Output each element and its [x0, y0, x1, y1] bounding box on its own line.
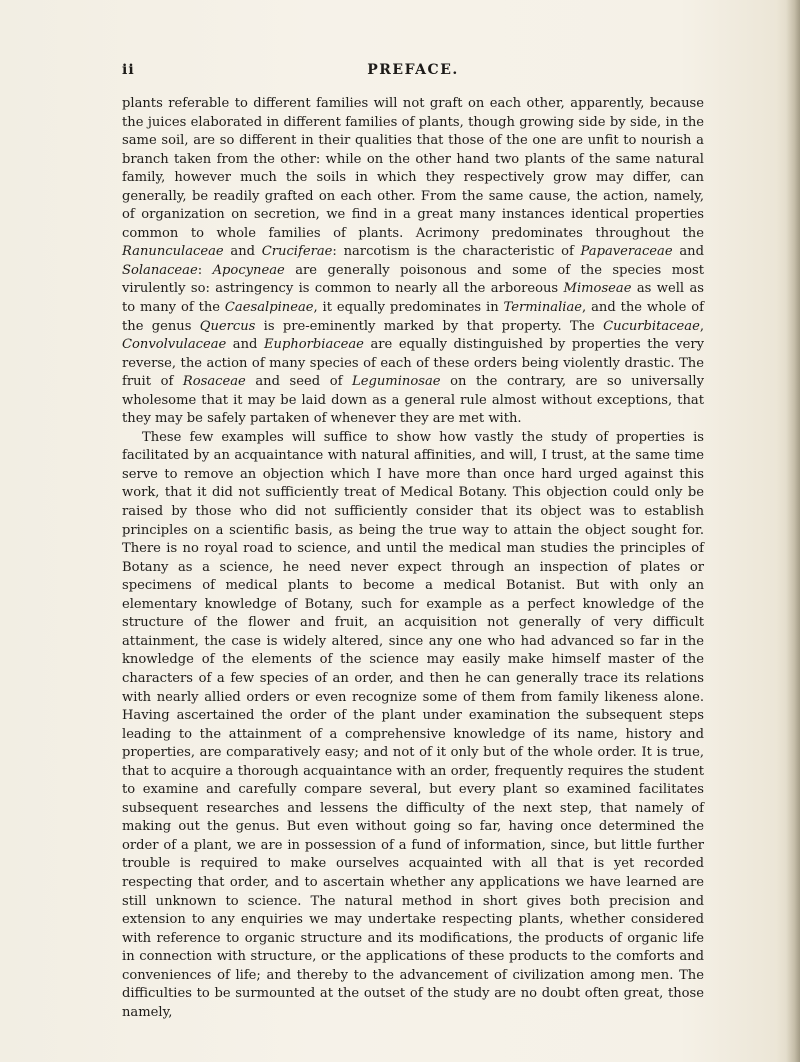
italic-term: Cucurbitaceae — [603, 318, 700, 334]
text-run: : narcotism is the characteristic of — [332, 244, 581, 260]
text-run: and seed of — [245, 374, 353, 390]
text-run: These few examples will suffice to show how vastly the study of properties is facilitated by an acquaintance with natural affinities, and will, I trust, at the same time serve to remove an objection which I have more than once hard urged against this work, that it did not sufficiently treat of Medical Botany. This objection could only be raised by those who did not sufficiently consider that its object was to establish principles on a scientific basis, as being the true way to attain the object sought for. There is no royal road to science, and until the medical man studies the principles of Botany as a science, he need never expect through an inspection of plates or specimens of medical plants to become a medical Botanist. But with only an elementary knowledge of Botany, such for example as a perfect knowledge of the structure of the flower and fruit, an acquisition not generally of very difficult attainment, the case is widely altered, since any one who had advanced so far in the knowledge of the elements of the science may easily make himself master of the characters of a few species of an order, and then he can generally trace its relations with nearly allied orders or even recognize some of them from family likeness alone. Having ascertained the order of the plant under examination the subsequent steps leading to the attainment of a comprehensive knowledge of its name, history and properties, are comparatively easy; and not of it only but of the whole order. It is true, that to acquire a thorough acquaintance with an order, frequently requires the student to examine and carefully compare several, but every plant so examined facilitates subsequent researches and lessens the difficulty of the next step, that namely of making out the genus. But even without going so far, having once determined the order of a plant, we are in possession of a fund of information, since, but little further trouble is required to make ourselves acquainted with all that is yet recorded respecting that order, and to ascertain whether any applications we have learned are still unknown to science. The natural method in short gives both precision and extension to any enquiries we may undertake respecting plants, whether considered with reference to organic structure and its modifications, the products of organic life in connection with structure, or the applications of these products to the comforts and conveniences of life; and thereby to the advancement of civilization among men. The difficulties to be surmounted at the outset of the study are no doubt often great, those namely, — [122, 429, 704, 1020]
italic-term: Leguminosae — [352, 374, 441, 390]
page-number: ii — [122, 62, 135, 78]
text-run: , and the whole of the genus — [122, 300, 704, 334]
text-run: are generally poisonous and some of the species most virulently so: astringency is common to nearly all the arboreous — [122, 262, 704, 297]
italic-term: Ranunculaceae — [122, 244, 224, 260]
text-run: and — [672, 244, 704, 260]
text-run: : — [197, 262, 213, 278]
paragraph — [122, 429, 704, 1023]
italic-term: Solanaceae — [122, 262, 198, 278]
italic-term: Terminaliae — [503, 300, 583, 316]
italic-term: Caesalpineae — [224, 300, 314, 316]
text-run: plants referable to different families will not graft on each other, apparently, because the juices elaborated in different families of plants, though growing side by side, in the same soil, are so different in their qualities that those of the one are unfit to nourish a branch taken from the other: while on the other hand two plants of the same natural family, however much the soils in which they respectively grow may differ, can generally, be readily grafted on each other. From the same cause, the action, namely, of organization on secretion, we find in a great many instances identical properties common to whole families of plants. Acrimony predominates throughout the — [122, 96, 704, 241]
italic-term: Euphorbiaceae — [263, 337, 364, 353]
italic-term: Papaveraceae — [580, 244, 673, 260]
running-head: PREFACE. — [367, 62, 459, 78]
italic-term: Rosaceae — [182, 374, 246, 390]
italic-term: Cruciferae — [261, 244, 333, 260]
text-run: and — [223, 244, 262, 260]
page-header — [122, 62, 704, 82]
text-run: on the contrary, are so universally wholesome that it may be laid down as a general rule almost without exceptions, that they may be safely partaken of whenever they are met with. — [122, 374, 704, 427]
text-run: are equally distinguished by properties the very reverse, the action of many species of each of these orders being violently drastic. The fruit of — [122, 337, 704, 390]
italic-term: Mimoseae — [563, 281, 632, 297]
text-run: is pre-eminently marked by that property. The — [255, 318, 604, 334]
text-run: as well as to many of the — [122, 281, 704, 316]
italic-term: Apocyneae — [212, 262, 285, 278]
text-run: and — [226, 337, 264, 353]
text-run: , — [699, 318, 704, 334]
text-run: , it equally predominates in — [313, 300, 504, 316]
page-edge-shadow — [786, 0, 800, 1062]
paragraph — [122, 95, 704, 429]
body-text — [122, 95, 704, 1022]
italic-term: Quercus — [199, 318, 256, 334]
italic-term: Convolvulaceae — [122, 337, 227, 353]
